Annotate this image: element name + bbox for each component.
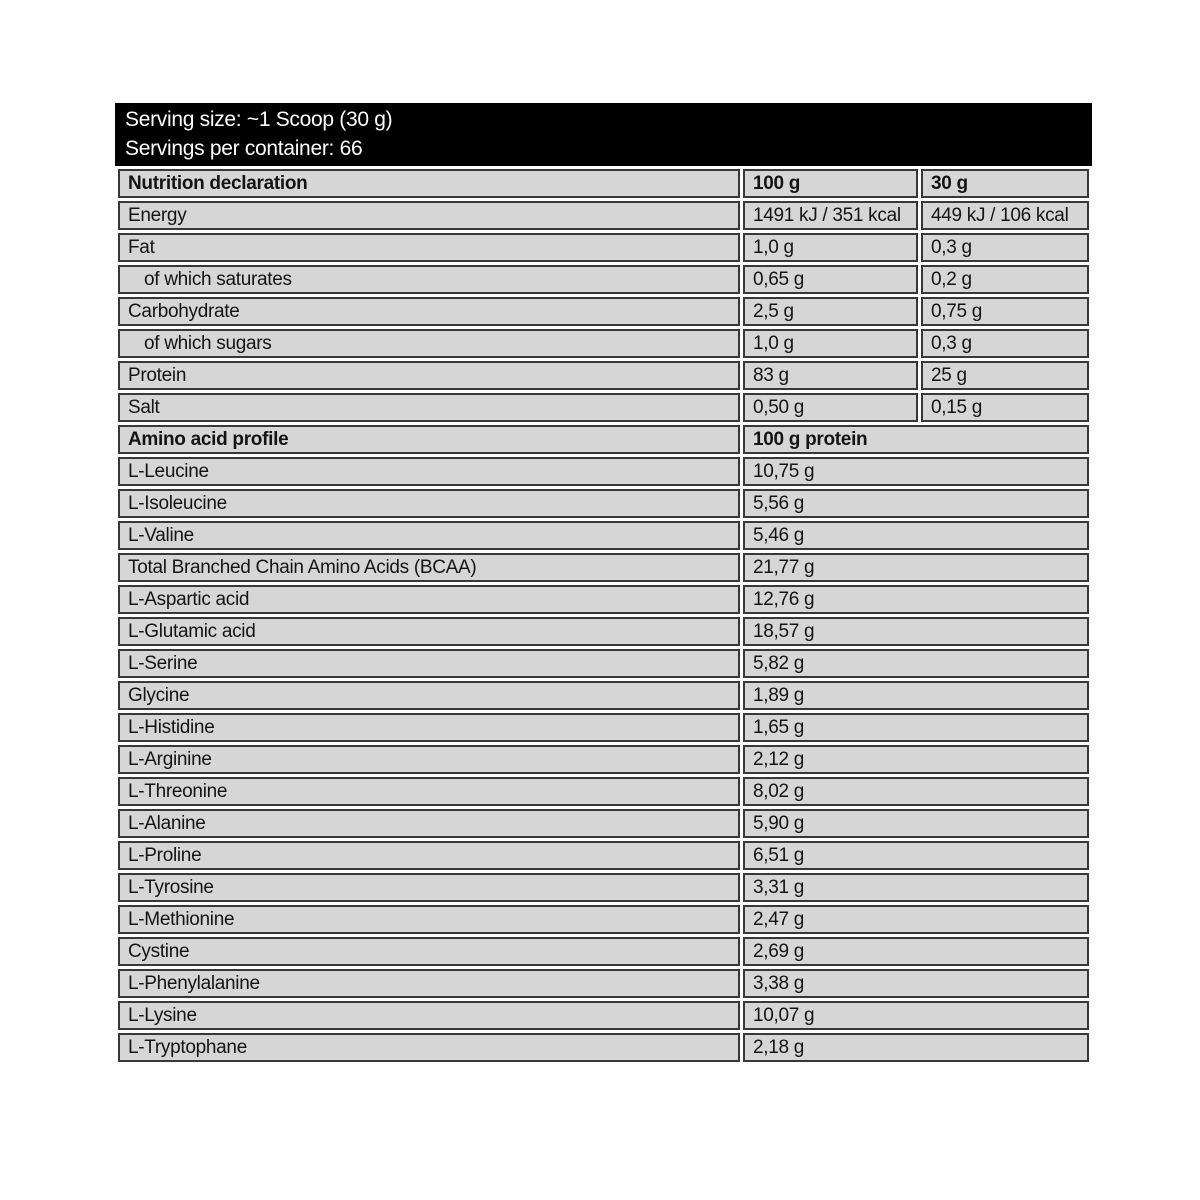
table-row (118, 553, 1089, 582)
row-label: L-Valine (118, 521, 740, 550)
table-row (118, 297, 1089, 326)
row-label: Protein (118, 361, 740, 390)
amino-section-title: Amino acid profile (118, 425, 740, 454)
row-label: L-Aspartic acid (118, 585, 740, 614)
row-label: L-Leucine (118, 457, 740, 486)
nutrition-table (115, 166, 1092, 1065)
table-row (118, 905, 1089, 934)
value-per-30g: 25 g (921, 361, 1089, 390)
table-row (118, 457, 1089, 486)
nutrition-rows (118, 201, 1089, 422)
nutrition-section-title: Nutrition declaration (118, 169, 740, 198)
table-row (118, 265, 1089, 294)
row-label: L-Alanine (118, 809, 740, 838)
row-label: Fat (118, 233, 740, 262)
nutrition-header-row (118, 169, 1089, 198)
table-row (118, 617, 1089, 646)
row-label: of which saturates (118, 265, 740, 294)
table-row (118, 745, 1089, 774)
value-per-100g-protein: 5,90 g (743, 809, 1089, 838)
row-label: L-Isoleucine (118, 489, 740, 518)
table-row (118, 841, 1089, 870)
value-per-100g: 83 g (743, 361, 918, 390)
value-per-30g: 0,75 g (921, 297, 1089, 326)
value-per-100g-protein: 18,57 g (743, 617, 1089, 646)
nutrition-label (115, 103, 1092, 1065)
row-label: Salt (118, 393, 740, 422)
table-row (118, 329, 1089, 358)
value-per-100g-protein: 12,76 g (743, 585, 1089, 614)
table-row (118, 489, 1089, 518)
value-per-30g: 0,3 g (921, 329, 1089, 358)
column-header-100g: 100 g (743, 169, 918, 198)
servings-per-container-text: Servings per container: 66 (125, 137, 363, 160)
table-row (118, 681, 1089, 710)
table-row (118, 1033, 1089, 1062)
table-row (118, 649, 1089, 678)
row-label: Carbohydrate (118, 297, 740, 326)
value-per-100g-protein: 1,65 g (743, 713, 1089, 742)
table-row (118, 393, 1089, 422)
table-row (118, 969, 1089, 998)
value-per-100g-protein: 3,31 g (743, 873, 1089, 902)
row-label: Cystine (118, 937, 740, 966)
value-per-100g-protein: 10,75 g (743, 457, 1089, 486)
value-per-100g-protein: 5,82 g (743, 649, 1089, 678)
row-label: L-Tryptophane (118, 1033, 740, 1062)
table-row (118, 713, 1089, 742)
amino-rows (118, 457, 1089, 1062)
row-label: L-Tyrosine (118, 873, 740, 902)
table-row (118, 361, 1089, 390)
row-label: L-Glutamic acid (118, 617, 740, 646)
table-row (118, 585, 1089, 614)
table-row (118, 521, 1089, 550)
amino-header-row (118, 425, 1089, 454)
serving-info-band (115, 103, 1092, 166)
row-label: Energy (118, 201, 740, 230)
value-per-30g: 0,3 g (921, 233, 1089, 262)
row-label: L-Methionine (118, 905, 740, 934)
row-label: L-Threonine (118, 777, 740, 806)
value-per-100g-protein: 2,18 g (743, 1033, 1089, 1062)
row-label: Glycine (118, 681, 740, 710)
row-label: L-Arginine (118, 745, 740, 774)
value-per-100g-protein: 1,89 g (743, 681, 1089, 710)
table-row (118, 1001, 1089, 1030)
value-per-100g-protein: 2,12 g (743, 745, 1089, 774)
value-per-100g: 1,0 g (743, 329, 918, 358)
value-per-100g: 0,65 g (743, 265, 918, 294)
value-per-100g-protein: 6,51 g (743, 841, 1089, 870)
table-row (118, 201, 1089, 230)
table-row (118, 873, 1089, 902)
value-per-100g: 1491 kJ / 351 kcal (743, 201, 918, 230)
serving-size-text: Serving size: ~1 Scoop (30 g) (125, 108, 393, 131)
column-header-30g: 30 g (921, 169, 1089, 198)
row-label: L-Proline (118, 841, 740, 870)
value-per-100g-protein: 21,77 g (743, 553, 1089, 582)
column-header-100g-protein: 100 g protein (743, 425, 1089, 454)
row-label: L-Histidine (118, 713, 740, 742)
value-per-100g-protein: 2,69 g (743, 937, 1089, 966)
row-label: L-Phenylalanine (118, 969, 740, 998)
value-per-30g: 0,15 g (921, 393, 1089, 422)
table-row (118, 233, 1089, 262)
table-row (118, 937, 1089, 966)
value-per-100g-protein: 10,07 g (743, 1001, 1089, 1030)
value-per-100g-protein: 8,02 g (743, 777, 1089, 806)
row-label: Total Branched Chain Amino Acids (BCAA) (118, 553, 740, 582)
value-per-100g-protein: 5,46 g (743, 521, 1089, 550)
table-row (118, 777, 1089, 806)
value-per-100g-protein: 2,47 g (743, 905, 1089, 934)
value-per-100g: 1,0 g (743, 233, 918, 262)
value-per-30g: 449 kJ / 106 kcal (921, 201, 1089, 230)
value-per-100g: 0,50 g (743, 393, 918, 422)
value-per-100g: 2,5 g (743, 297, 918, 326)
row-label: L-Lysine (118, 1001, 740, 1030)
table-row (118, 809, 1089, 838)
value-per-100g-protein: 5,56 g (743, 489, 1089, 518)
row-label: L-Serine (118, 649, 740, 678)
value-per-100g-protein: 3,38 g (743, 969, 1089, 998)
value-per-30g: 0,2 g (921, 265, 1089, 294)
row-label: of which sugars (118, 329, 740, 358)
